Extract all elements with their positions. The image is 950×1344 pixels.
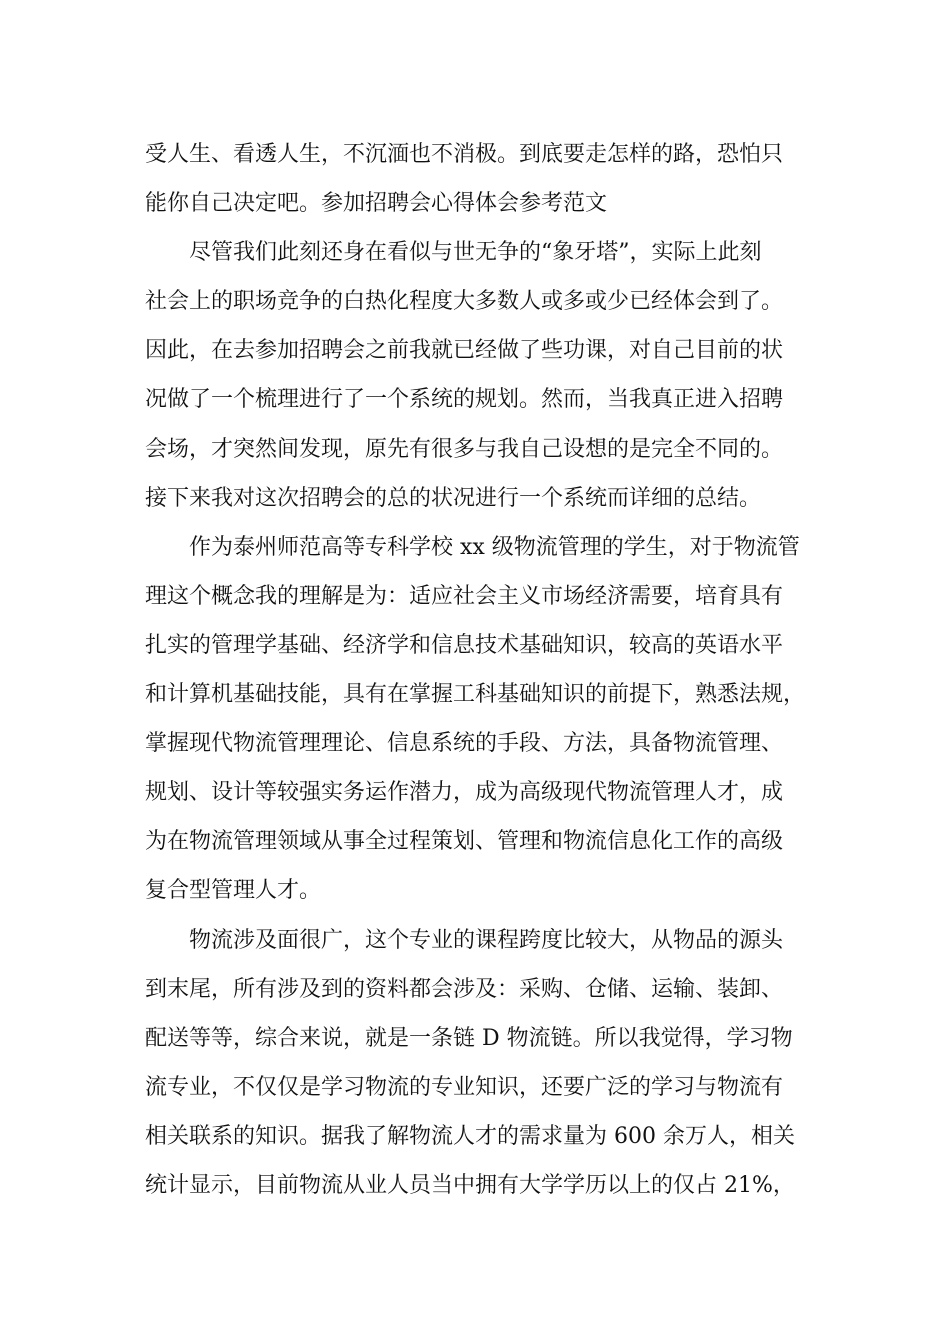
paragraph-2-line-2: 社会上的职场竞争的白热化程度大多数人或多或少已经体会到了。 bbox=[145, 289, 784, 315]
paragraph-3-line-5: 掌握现代物流管理理论、信息系统的手段、方法，具备物流管理、 bbox=[145, 731, 784, 757]
paragraph-2-line-4: 况做了一个梳理进行了一个系统的规划。然而，当我真正进入招聘 bbox=[145, 387, 784, 413]
paragraph-2-line-5: 会场，才突然间发现，原先有很多与我自己设想的是完全不同的。 bbox=[145, 436, 784, 462]
paragraph-4-line-3: 配送等等，综合来说，就是一条链 D 物流链。所以我觉得，学习物 bbox=[145, 1025, 793, 1051]
paragraph-4-line-4: 流专业，不仅仅是学习物流的专业知识，还要广泛的学习与物流有 bbox=[145, 1074, 784, 1100]
paragraph-3-line-4: 和计算机基础技能，具有在掌握工科基础知识的前提下，熟悉法规， bbox=[145, 682, 806, 708]
paragraph-3-line-2: 理这个概念我的理解是为：适应社会主义市场经济需要，培育具有 bbox=[145, 583, 784, 609]
paragraph-2-line-1: 尽管我们此刻还身在看似与世无争的“象牙塔”，实际上此刻 bbox=[189, 240, 762, 266]
paragraph-3-line-3: 扎实的管理学基础、经济学和信息技术基础知识，较高的英语水平 bbox=[145, 632, 784, 658]
paragraph-3-line-6: 规划、设计等较强实务运作潜力，成为高级现代物流管理人才，成 bbox=[145, 780, 784, 806]
paragraph-3-line-1: 作为泰州师范高等专科学校 xx 级物流管理的学生，对于物流管 bbox=[189, 534, 800, 560]
paragraph-4-line-6: 统计显示，目前物流从业人员当中拥有大学学历以上的仅占 21%， bbox=[145, 1172, 795, 1198]
paragraph-3-line-8: 复合型管理人才。 bbox=[145, 878, 322, 904]
paragraph-1-line-2: 能你自己决定吧。参加招聘会心得体会参考范文 bbox=[145, 191, 608, 217]
document-body bbox=[145, 130, 835, 1210]
paragraph-4-line-5: 相关联系的知识。据我了解物流人才的需求量为 600 余万人，相关 bbox=[145, 1123, 795, 1149]
paragraph-4-line-2: 到末尾，所有涉及到的资料都会涉及：采购、仓储、运输、装卸、 bbox=[145, 976, 784, 1002]
paragraph-1-line-1: 受人生、看透人生，不沉湎也不消极。到底要走怎样的路，恐怕只 bbox=[145, 142, 784, 167]
paragraph-3-line-7: 为在物流管理领域从事全过程策划、管理和物流信息化工作的高级 bbox=[145, 829, 784, 855]
paragraph-2-line-6: 接下来我对这次招聘会的总的状况进行一个系统而详细的总结。 bbox=[145, 485, 762, 511]
paragraph-2-line-3: 因此，在去参加招聘会之前我就已经做了些功课，对自己目前的状 bbox=[145, 338, 784, 364]
paragraph-4-line-1: 物流涉及面很广，这个专业的课程跨度比较大，从物品的源头 bbox=[189, 927, 784, 953]
